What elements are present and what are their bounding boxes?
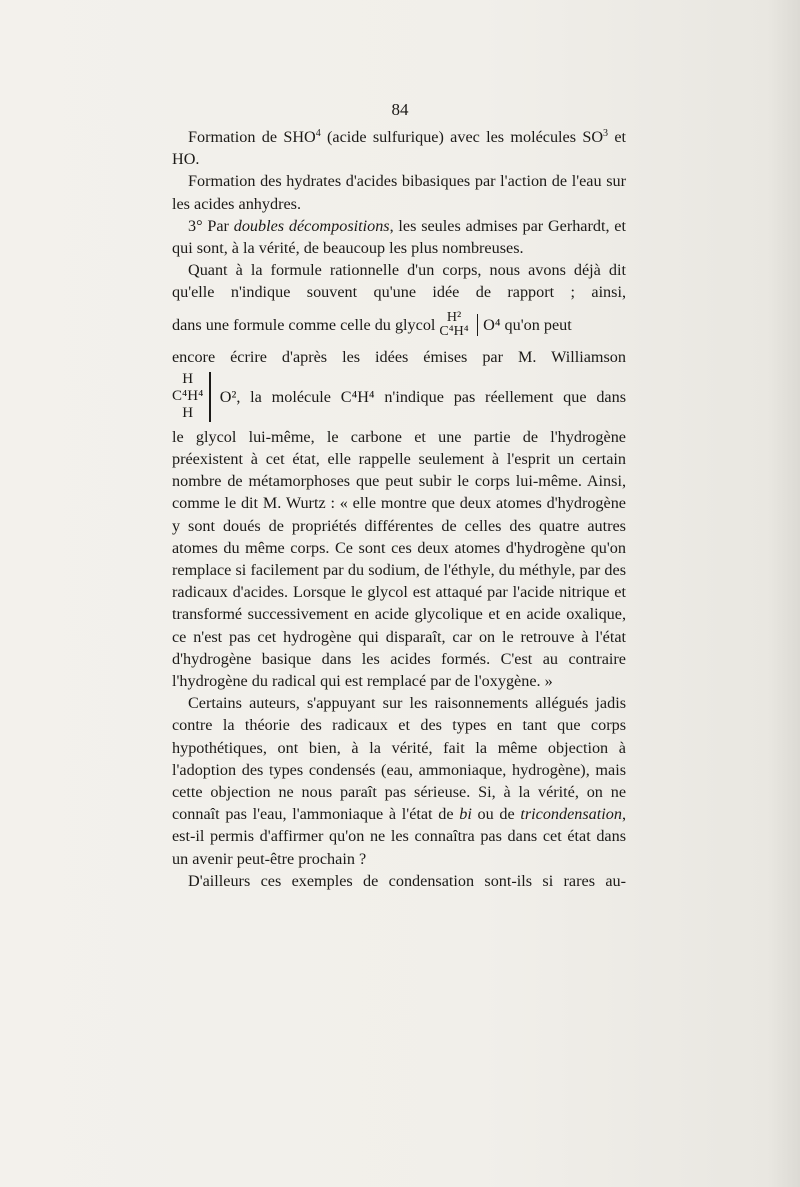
williamson-formula-line: H C⁴H⁴ H O², la molécule C⁴H⁴ n'indique pas réellement que dans: [172, 371, 626, 422]
glycol-formula-line: dans une formule comme celle du glycol H² C⁴H⁴ O⁴ qu'on peut: [172, 309, 572, 339]
italic-term: doubles décompositions: [233, 216, 390, 235]
paragraph-rational-formula: Quant à la formule rationnelle d'un corps, nous avons déjà dit qu'elle n'indique souvent qu'une idée de rapport ; ainsi,: [172, 261, 626, 302]
paragraph-condensation-examples: D'ailleurs ces exemples de condensation sont-ils si rares au-: [188, 871, 626, 890]
paragraph-wurtz-quote: le glycol lui-même, le carbone et une partie de l'hydrogène préexistent à cet état, elle rappelle seulement à l'esprit un certain nombre de métamorphoses que peut subir le corps lui-même. Ainsi, comme le dit M. Wurtz : « elle montre que deux atomes d'hydrogène y sont doués de propriétés différentes de celles des quatre autres atomes du même corps. Ce sont ces deux atomes d'hydrogène qu'on remplace si facilement par du sodium, de l'éthyle, du méthyle, par des radicaux d'acides. Lorsque le glycol est attaqué par l'acide nitrique et transformé successivement en acide glycolique et en acide oxalique, ce n'est pas cet hydrogène qui disparaît, car on le retrouve à l'état d'hydrogène basique dans les acides formés. C'est au contraire l'hydrogène du radical qui est remplacé par de l'oxygène. »: [172, 427, 626, 691]
paragraph-condensed-types: Certains auteurs, s'appuyant sur les raisonnements allégués jadis contre la théorie des radicaux et des types en tant que corps hypothétiques, ont bien, à la vérité, fait la même objection à l'adoption des types condensés (eau, ammoniaque, hydrogène), mais cette objection ne nous paraît pas sérieuse. Si, à la vérité, on ne connaît pas l'eau, l'ammoniaque à l'état de bi ou de tricondensation, est-il permis d'affirmer qu'on ne les connaîtra pas dans cet état dans un avenir peut-être prochain ?: [172, 694, 627, 868]
page-number: 84: [391, 100, 409, 119]
glycol-formula: H² C⁴H⁴: [439, 309, 469, 339]
formula-brace: [209, 372, 211, 422]
williamson-formula: H C⁴H⁴ H: [172, 371, 204, 422]
paragraph-hydrates: Formation des hydrates d'acides bibasiques par l'action de l'eau sur les acides anhydres.: [172, 172, 626, 213]
paragraph-sulfuric-acid: Formation de SHO$^4$ (acide sulfurique) avec les molécules $SO^3$ et HO.: [172, 128, 627, 169]
williamson-line: encore écrire d'après les idées émises par M. Williamson: [172, 347, 626, 366]
body-text: [172, 126, 626, 892]
formula-brace: [477, 314, 479, 336]
paragraph-double-decompositions: 3° Par doubles décompositions, les seules admises par Gerhardt, et qui sont, à la vérité, de beaucoup les plus nombreuses.: [172, 216, 626, 258]
